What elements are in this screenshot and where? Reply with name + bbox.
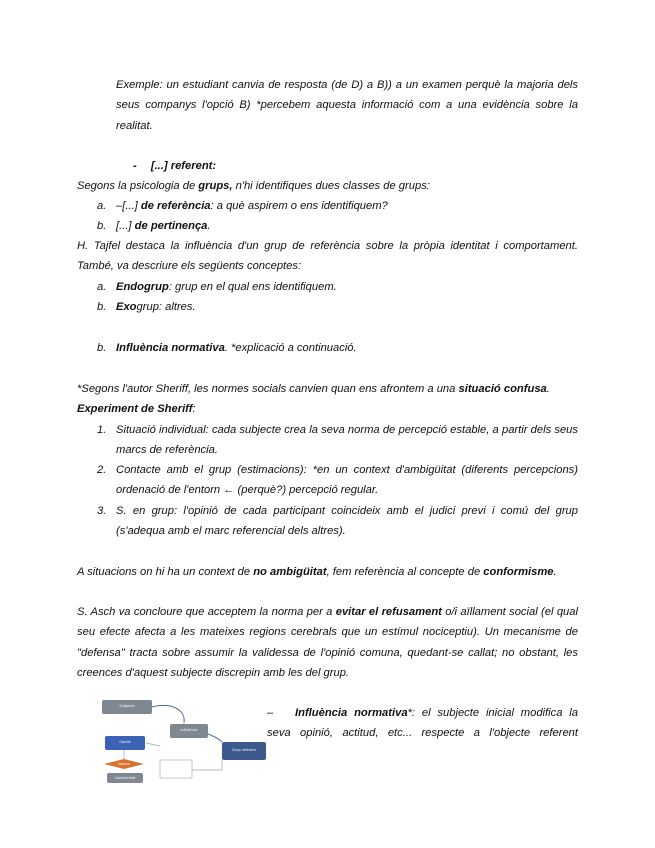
experiment-step: S. en grup: l'opinió de cada participant coincideix amb el judici previ i comú del grup (s'adequa amb el marc referencial dels altres). (116, 505, 578, 538)
group-type-bold: de pertinença (134, 220, 208, 232)
normative-bold: Influència normativa (116, 342, 225, 354)
group-type-post: : a què aspirem o ens identifiquem? (210, 200, 388, 212)
groups-intro-bold: grups, (198, 180, 233, 192)
step-marker: 2. (97, 464, 107, 476)
group-type-pre: –[...] (116, 200, 141, 212)
experiment-title (77, 399, 196, 419)
example-paragraph: Exemple: un estudiant canvia de resposta (de D) a B)) a un examen perquè la majoria dels seus companys l'opció B) *percebem aquesta informació com a una evidència sobre la realitat. (116, 79, 578, 132)
experiment-step: Situació individual: cada subjecte crea la seva norma de percepció estable, a partir dels seus marcs de referència. (116, 424, 578, 457)
sheriff-post: . (546, 383, 550, 395)
asch-pre: S. Asch va concloure que acceptem la norma per a (77, 606, 336, 618)
group-type-item (116, 196, 388, 216)
group-type-pre: [...] (116, 220, 135, 232)
group-type-marker: b. (97, 220, 107, 232)
normative-marker: b. (97, 342, 107, 354)
node-label: Grup referent (232, 748, 256, 752)
node-label: Subjecte (119, 704, 135, 708)
referent-heading (133, 156, 216, 176)
node-label: Norma (118, 762, 130, 766)
normative-definition (267, 703, 578, 744)
experiment-title-suffix: : (192, 403, 196, 415)
concept-marker: a. (97, 281, 107, 293)
experiment-title-text: Experiment de Sheriff (77, 403, 193, 415)
concept-bold: Exo (116, 301, 137, 313)
arrow-5 (146, 743, 160, 746)
group-type-marker: a. (97, 200, 107, 212)
concept-item (116, 297, 196, 317)
step-marker: 1. (97, 424, 107, 436)
conformism-bold: conformisme (483, 566, 554, 578)
sheriff-bold: situació confusa (458, 383, 547, 395)
group-type-post: . (207, 220, 211, 232)
sheriff-pre: *Segons l'autor Sheriff, les normes socials canvien quan ens afrontem a una (77, 383, 459, 395)
concept-item (116, 277, 337, 297)
referent-bullet: - (133, 160, 137, 172)
definition-bullet: – (267, 707, 274, 719)
step-marker: 3. (97, 505, 107, 517)
tajfel-line-2: També, va descriure els següents conceptes: (77, 260, 302, 272)
experiment-step: Contacte amb el grup (estimacions): *en un context d'ambigüitat (diferents percepcions) ordenació de l'entorn ← (perquè?) percepció regular. (116, 464, 578, 497)
normative-post: . *explicació a continuació. (224, 342, 357, 354)
definition-post: *: el subjecte inicial modifica la seva opinió, actitud, etc... respecte a l'objecte referent (267, 707, 578, 740)
groups-intro (77, 176, 430, 196)
node-label: Influència (180, 728, 198, 732)
ambiguity-post: . (553, 566, 557, 578)
asch-paragraph (77, 602, 578, 684)
referent-heading-text: [...] referent: (150, 160, 217, 172)
concept-bold: Endogrup (116, 281, 169, 293)
definition-bold: Influència normativa (295, 707, 408, 719)
flow-diagram (100, 698, 270, 784)
groups-intro-pre: Segons la psicologia de (77, 180, 199, 192)
ambiguity-paragraph (77, 562, 578, 582)
concept-marker: b. (97, 301, 107, 313)
asch-post: o/i aïllament social (el qual seu efecte afecta a les mateixes regions cerebrals que un estímul nociceptiu). Un mecanisme de "defensa" tracta sobre assumir la validessa de l'opinió comuna, quedant-se callat; no obstant, les creences d'aquest subjecte discrepin amb les del grup. (77, 606, 578, 680)
node-label: Opinió (119, 740, 131, 744)
ambiguity-pre: A situacions on hi ha un context de (77, 566, 254, 578)
concept-post: grup: altres. (136, 301, 196, 313)
group-type-bold: de referència (140, 200, 211, 212)
group-type-item (116, 216, 211, 236)
node-label: Conformitat (114, 776, 136, 780)
groups-intro-post: n'hi identifiques dues classes de grups: (232, 180, 430, 192)
arrow-1 (152, 705, 184, 723)
result-frame (160, 760, 192, 778)
asch-bold: evitar el refusament (335, 606, 442, 618)
sheriff-paragraph (77, 379, 550, 399)
ambiguity-mid: , fem referència al concepte de (326, 566, 484, 578)
ambiguity-bold: no ambigüitat (253, 566, 327, 578)
normative-item (116, 338, 357, 358)
concept-post: : grup en el qual ens identifiquem. (168, 281, 337, 293)
tajfel-line-1: H. Tajfel destaca la influència d'un grup de referència sobre la pròpia identitat i comportament. (77, 240, 578, 252)
